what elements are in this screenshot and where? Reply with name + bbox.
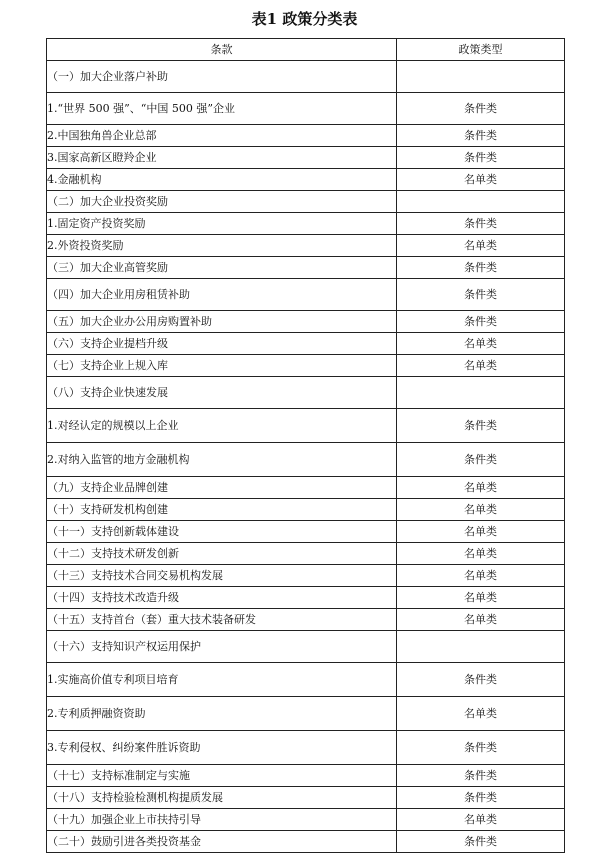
table-row [47,731,565,765]
policy-type-cell: 条件类 [397,731,565,765]
policy-type-cell [397,377,565,409]
clause-cell: 2.专利质押融资资助 [47,697,397,731]
policy-type-cell: 条件类 [397,147,565,169]
table-row [47,279,565,311]
clause-cell: 2.对纳入监管的地方金融机构 [47,443,397,477]
policy-type-cell: 名单类 [397,499,565,521]
header-clause: 条款 [47,39,397,61]
clause-cell: （七）支持企业上规入库 [47,355,397,377]
table-row [47,499,565,521]
table-row [47,169,565,191]
clause-cell: 1.对经认定的规模以上企业 [47,409,397,443]
table-row [47,213,565,235]
clause-cell: （十七）支持标准制定与实施 [47,765,397,787]
table-row [47,663,565,697]
table-row [47,235,565,257]
policy-type-cell: 条件类 [397,213,565,235]
clause-cell: （四）加大企业用房租赁补助 [47,279,397,311]
table-row [47,147,565,169]
clause-cell: （十二）支持技术研发创新 [47,543,397,565]
policy-type-cell: 条件类 [397,443,565,477]
policy-type-cell: 条件类 [397,409,565,443]
policy-type-cell: 条件类 [397,93,565,125]
table-row [47,831,565,853]
clause-cell: （十）支持研发机构创建 [47,499,397,521]
clause-cell: 1.实施高价值专利项目培育 [47,663,397,697]
clause-cell: 3.国家高新区瞪羚企业 [47,147,397,169]
policy-type-cell [397,631,565,663]
clause-cell: （十六）支持知识产权运用保护 [47,631,397,663]
table-row [47,377,565,409]
clause-cell: 2.外资投资奖励 [47,235,397,257]
policy-type-cell: 名单类 [397,477,565,499]
table-row [47,191,565,213]
clause-cell: 4.金融机构 [47,169,397,191]
table-row [47,631,565,663]
policy-type-cell: 名单类 [397,809,565,831]
table-row [47,61,565,93]
table-row [47,443,565,477]
policy-type-cell: 名单类 [397,565,565,587]
policy-type-cell: 名单类 [397,609,565,631]
clause-cell: （五）加大企业办公用房购置补助 [47,311,397,333]
policy-type-cell: 名单类 [397,333,565,355]
table-row [47,543,565,565]
clause-cell: 1.固定资产投资奖励 [47,213,397,235]
header-policy-type: 政策类型 [397,39,565,61]
clause-cell: （二）加大企业投资奖励 [47,191,397,213]
policy-type-cell: 条件类 [397,831,565,853]
clause-cell: （一）加大企业落户补助 [47,61,397,93]
table-row [47,521,565,543]
table-row [47,587,565,609]
clause-cell: （三）加大企业高管奖励 [47,257,397,279]
clause-cell: 1.“世界 500 强”、“中国 500 强”企业 [47,93,397,125]
policy-type-cell: 名单类 [397,587,565,609]
clause-cell: （十三）支持技术合同交易机构发展 [47,565,397,587]
policy-type-cell [397,191,565,213]
policy-type-cell: 名单类 [397,355,565,377]
table-row [47,333,565,355]
table-row [47,257,565,279]
clause-cell: （九）支持企业品牌创建 [47,477,397,499]
policy-type-cell: 条件类 [397,257,565,279]
policy-type-cell: 条件类 [397,663,565,697]
table-row [47,787,565,809]
clause-cell: （六）支持企业提档升级 [47,333,397,355]
clause-cell: 2.中国独角兽企业总部 [47,125,397,147]
policy-type-cell: 条件类 [397,311,565,333]
table-row [47,609,565,631]
policy-type-cell: 名单类 [397,697,565,731]
policy-type-cell: 条件类 [397,125,565,147]
table-row [47,697,565,731]
policy-type-cell [397,61,565,93]
policy-type-cell: 名单类 [397,235,565,257]
clause-cell: （十四）支持技术改造升级 [47,587,397,609]
table-header-row [47,39,565,61]
table-row [47,93,565,125]
document-title: 表1 政策分类表 [251,10,358,28]
clause-cell: （十九）加强企业上市扶持引导 [47,809,397,831]
policy-table [46,38,565,853]
table-body [47,61,565,853]
clause-cell: 3.专利侵权、纠纷案件胜诉资助 [47,731,397,765]
policy-type-cell: 条件类 [397,279,565,311]
table-row [47,765,565,787]
policy-type-cell: 条件类 [397,787,565,809]
clause-cell: （十一）支持创新载体建设 [47,521,397,543]
table-row [47,565,565,587]
table-row [47,355,565,377]
policy-type-cell: 条件类 [397,765,565,787]
table-row [47,409,565,443]
clause-cell: （二十）鼓励引进各类投资基金 [47,831,397,853]
table-row [47,809,565,831]
policy-type-cell: 名单类 [397,521,565,543]
policy-type-cell: 名单类 [397,169,565,191]
table-row [47,311,565,333]
table-row [47,477,565,499]
clause-cell: （十八）支持检验检测机构提质发展 [47,787,397,809]
policy-type-cell: 名单类 [397,543,565,565]
clause-cell: （八）支持企业快速发展 [47,377,397,409]
table-row [47,125,565,147]
clause-cell: （十五）支持首台（套）重大技术装备研发 [47,609,397,631]
